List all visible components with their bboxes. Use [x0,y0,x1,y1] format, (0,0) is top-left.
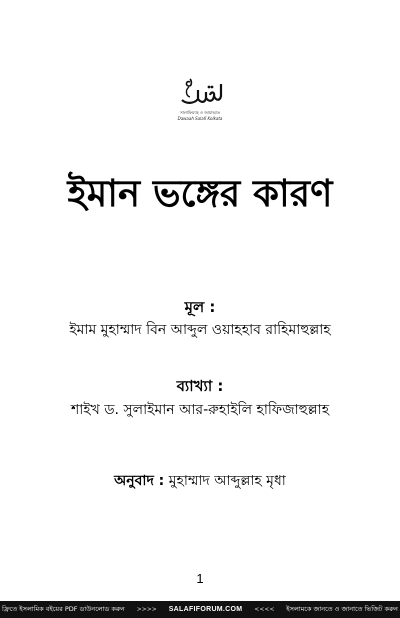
salaf-calligraphy-logo-icon [168,74,232,110]
translation-line [0,471,400,491]
explanation-author: শাইখ ড. সুলাইমান আর-রুহাইলি হাফিজাহুল্লাহ [70,402,330,418]
book-title: ইমান ভঙ্গের কারণ [67,172,333,215]
footer-arrows-right: <<<< [254,606,275,613]
translator-name: মুহাম্মাদ আব্দুল্লাহ মৃধা [168,473,286,489]
page-number: 1 [196,571,204,586]
salaf-logo [168,74,232,130]
explanation-label: ব্যাখ্যা : [176,377,224,395]
footer-arrows-left: >>>> [136,606,157,613]
logo-subtitle-english: Dawaah Salafi Kolkata [177,116,223,121]
footer-banner[interactable] [0,601,400,618]
footer-site-link[interactable]: SALAFIFORUM.COM [168,606,243,613]
original-label: মূল : [184,298,216,316]
logo-subtitle-bengali: সালাফিয়্যাহ ও জামাআত [179,110,221,115]
footer-left-text: ফ্রিতে ইসলামিক বইয়ের PDF ডাউনলোড করুন [2,605,125,613]
footer-right-text: ইসলামকে জানতে ও জানাতে ভিজিট করুন [286,605,398,613]
original-author: ইমাম মুহাম্মাদ বিন আব্দুল ওয়াহহাব রাহিমাহুল্লাহ [69,322,331,338]
translation-label: অনুবাদ : [114,473,165,489]
